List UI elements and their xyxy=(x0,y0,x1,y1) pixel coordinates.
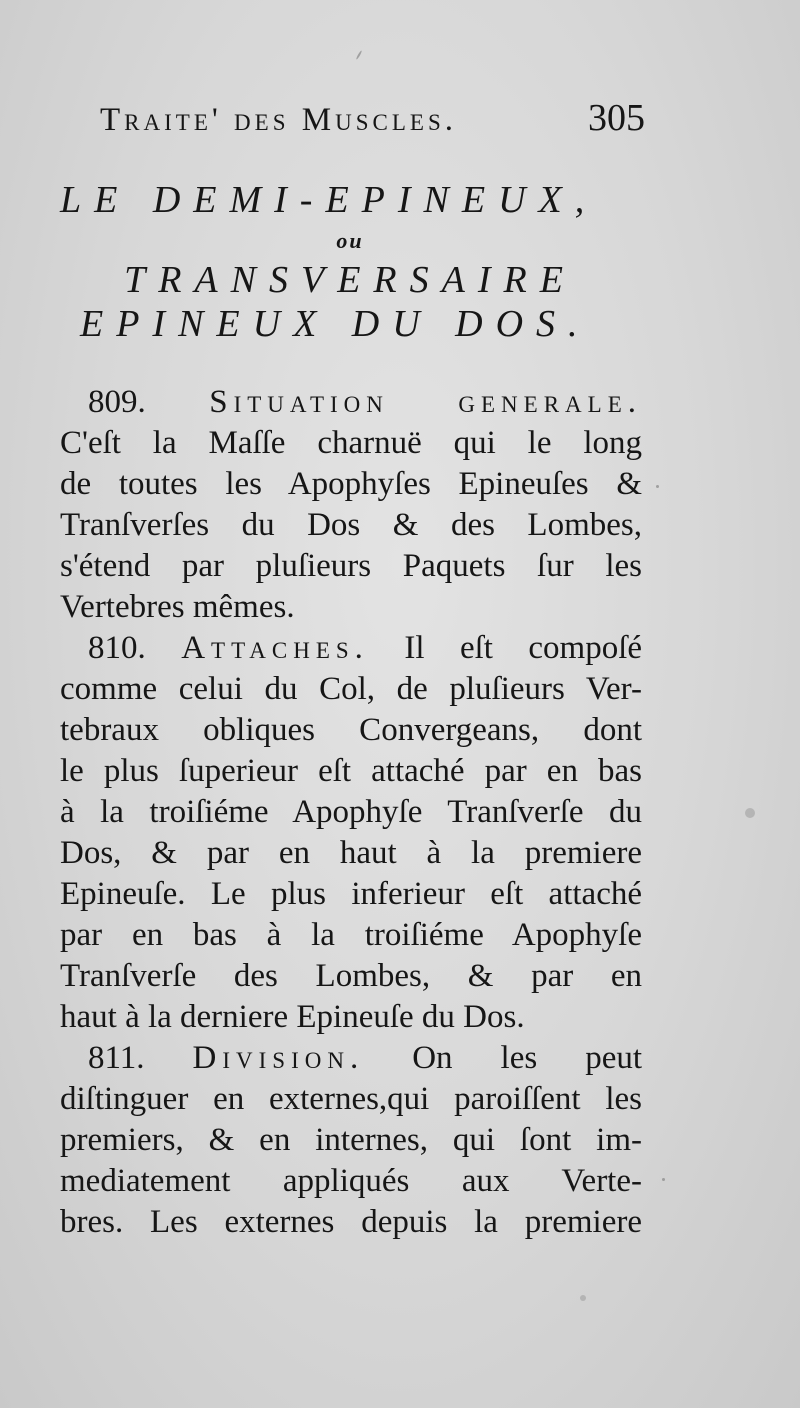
ink-speck xyxy=(745,808,755,818)
text-line: Il eſt compoſé xyxy=(404,630,643,666)
paragraph-label: Attaches. xyxy=(181,630,369,666)
paragraph-number: 811. xyxy=(88,1040,145,1076)
text-line: Vertebres mêmes. xyxy=(60,589,295,625)
text-line: Epineuſe. Le plus inferieur eſt attaché xyxy=(60,876,642,912)
ink-speck xyxy=(356,50,363,60)
heading-line-3: TRANSVERSAIRE xyxy=(124,259,576,301)
running-head-title: Traite' des Muscles. xyxy=(100,102,457,138)
heading-line-1: LE DEMI-EPINEUX, xyxy=(60,179,598,221)
text-line: mediatement appliqués aux Verte- xyxy=(60,1163,642,1199)
paragraph-label: Situation generale. xyxy=(209,384,642,420)
body-text xyxy=(60,382,642,1243)
text-line: Tranſverſe des Lombes, & par en xyxy=(60,958,642,994)
running-head xyxy=(100,96,645,142)
page-number: 305 xyxy=(588,97,645,139)
text-line: par en bas à la troiſiéme Apophyſe xyxy=(60,917,642,953)
text-line: à la troiſiéme Apophyſe Tranſverſe du xyxy=(60,794,642,830)
text-line: tebraux obliques Convergeans, dont xyxy=(60,712,642,748)
text-line: le plus ſuperieur eſt attaché par en bas xyxy=(60,753,642,789)
text-line: premiers, & en internes, qui ſont im- xyxy=(60,1122,642,1158)
text-line: comme celui du Col, de pluſieurs Ver- xyxy=(60,671,642,707)
heading-line-2: ou xyxy=(336,228,364,253)
ink-speck xyxy=(662,1178,665,1181)
heading-line-4: EPINEUX DU DOS. xyxy=(80,303,591,345)
text-line: bres. Les externes depuis la premiere xyxy=(60,1204,642,1240)
paragraph-810-header xyxy=(60,628,642,669)
text-line: C'eſt la Maſſe charnuë qui le long xyxy=(60,425,642,461)
text-line: s'étend par pluſieurs Paquets ſur les xyxy=(60,548,642,584)
ink-speck xyxy=(580,1295,586,1301)
text-line: Tranſverſes du Dos & des Lombes, xyxy=(60,507,642,543)
paragraph-811-header xyxy=(60,1038,642,1079)
ink-speck xyxy=(656,485,659,488)
paragraph-label: Division. xyxy=(192,1040,365,1076)
paragraph-809-header xyxy=(60,382,642,423)
text-line: On les peut xyxy=(412,1040,643,1076)
paragraph-number: 809. xyxy=(88,384,146,420)
paragraph-number: 810. xyxy=(88,630,146,666)
text-line: de toutes les Apophyſes Epineuſes & xyxy=(60,466,642,502)
text-line: diſtinguer en externes,qui paroiſſent les xyxy=(60,1081,642,1117)
text-line: haut à la derniere Epineuſe du Dos. xyxy=(60,999,525,1035)
text-line: Dos, & par en haut à la premiere xyxy=(60,835,642,871)
